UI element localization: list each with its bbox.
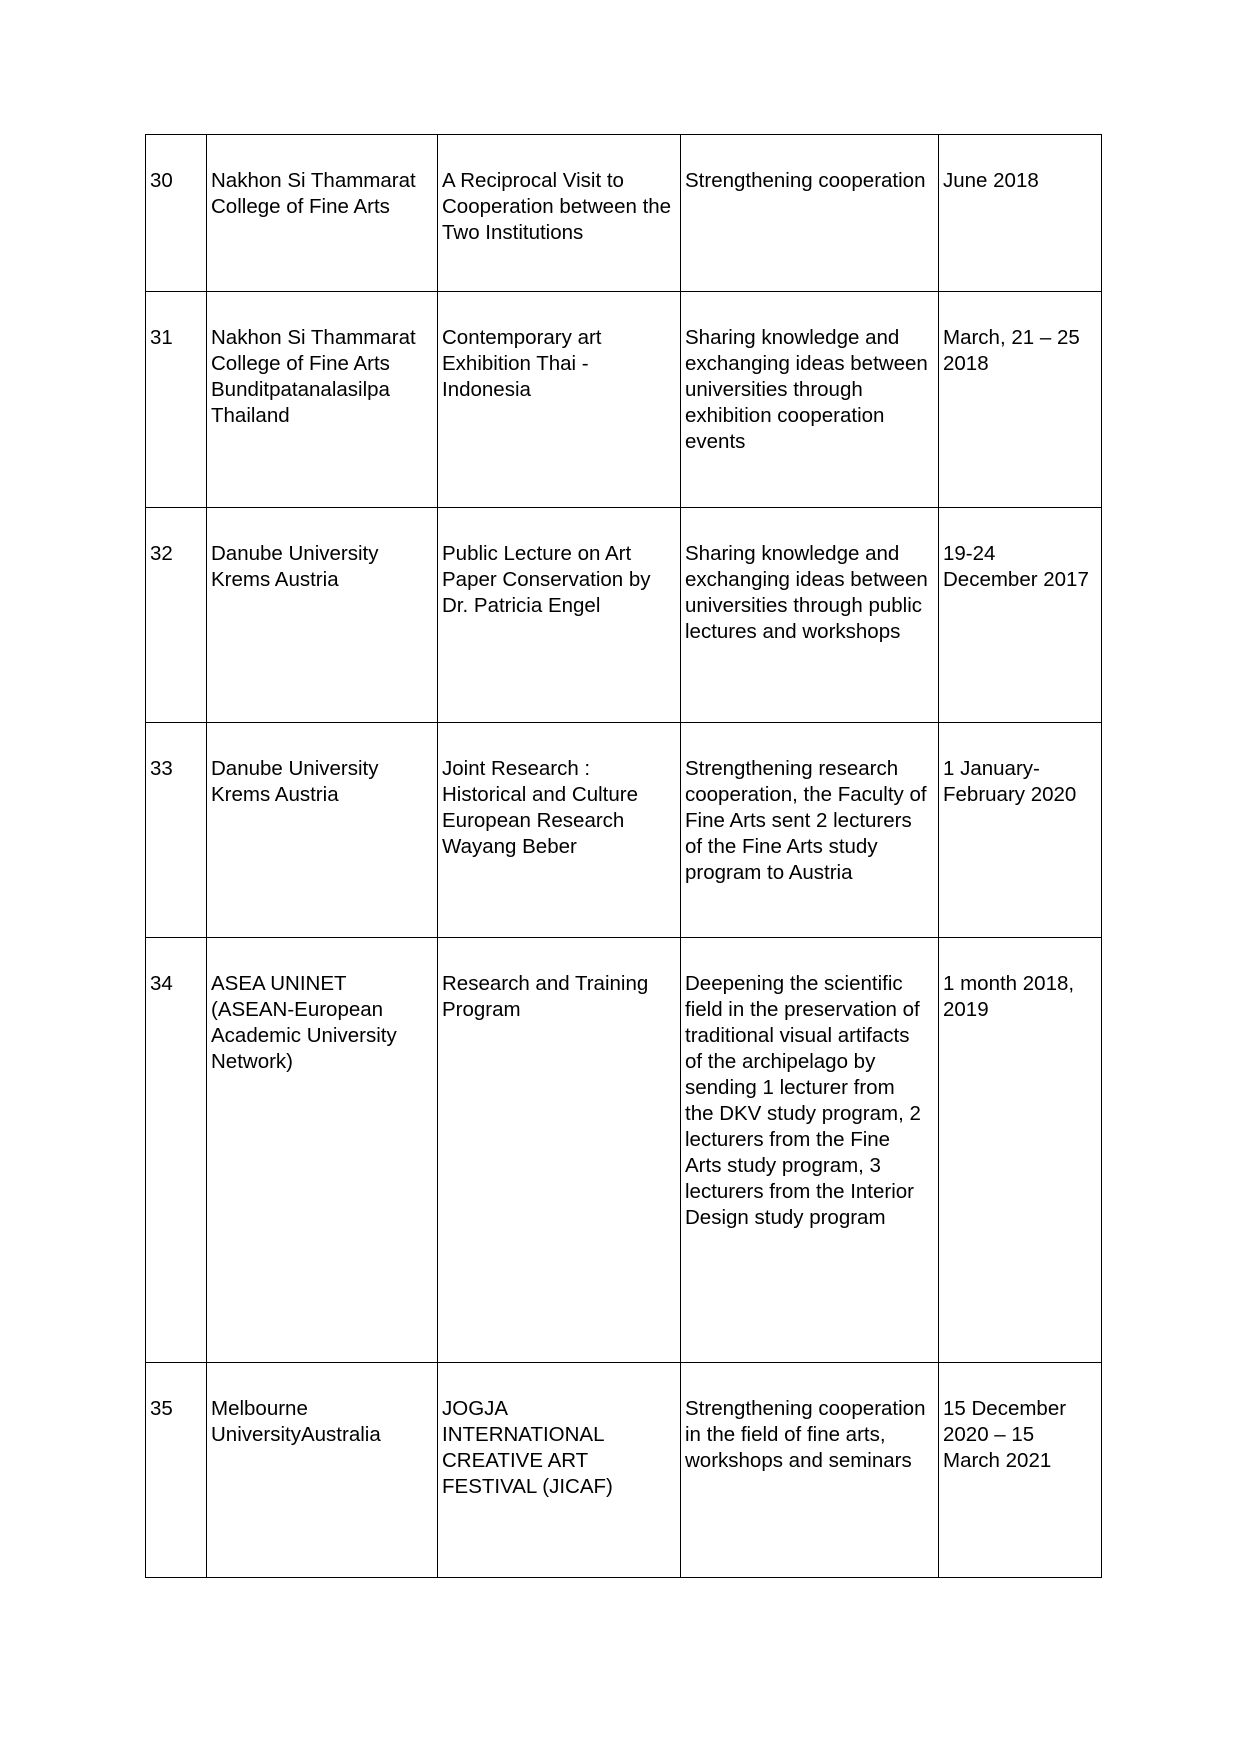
- table-row: [146, 723, 1102, 938]
- partner-institution: Nakhon Si Thammarat College of Fine Arts Bunditpatanalasilpa Thailand: [207, 292, 438, 508]
- activity-title: JOGJA INTERNATIONAL CREATIVE ART FESTIVAL (JICAF): [438, 1363, 681, 1578]
- activity-date: 1 month 2018, 2019: [939, 938, 1102, 1363]
- activity-outcome: Strengthening cooperation: [681, 135, 939, 292]
- row-number: 35: [146, 1363, 207, 1578]
- row-number: 30: [146, 135, 207, 292]
- activity-title: Contemporary art Exhibition Thai - Indonesia: [438, 292, 681, 508]
- partner-institution: Danube University Krems Austria: [207, 508, 438, 723]
- table-row: [146, 135, 1102, 292]
- row-number: 31: [146, 292, 207, 508]
- activity-date: March, 21 – 25 2018: [939, 292, 1102, 508]
- activity-outcome: Deepening the scientific field in the preservation of traditional visual artifacts of the archipelago by sending 1 lecturer from the DKV study program, 2 lecturers from the Fine Arts study program, 3 lecturers from the Interior Design study program: [681, 938, 939, 1363]
- activity-outcome: Strengthening cooperation in the field of fine arts, workshops and seminars: [681, 1363, 939, 1578]
- activity-date: 1 January- February 2020: [939, 723, 1102, 938]
- activity-date: 19-24 December 2017: [939, 508, 1102, 723]
- activity-title: Joint Research : Historical and Culture European Research Wayang Beber: [438, 723, 681, 938]
- activity-date: 15 December 2020 – 15 March 2021: [939, 1363, 1102, 1578]
- table-row: [146, 508, 1102, 723]
- activity-date: June 2018: [939, 135, 1102, 292]
- partner-institution: Melbourne UniversityAustralia: [207, 1363, 438, 1578]
- table-row: [146, 292, 1102, 508]
- row-number: 33: [146, 723, 207, 938]
- partner-institution: Nakhon Si Thammarat College of Fine Arts: [207, 135, 438, 292]
- activity-title: Public Lecture on Art Paper Conservation by Dr. Patricia Engel: [438, 508, 681, 723]
- activity-outcome: Sharing knowledge and exchanging ideas between universities through public lectures and workshops: [681, 508, 939, 723]
- row-number: 32: [146, 508, 207, 723]
- partner-institution: Danube University Krems Austria: [207, 723, 438, 938]
- table-row: [146, 938, 1102, 1363]
- table-row: [146, 1363, 1102, 1578]
- activity-outcome: Strengthening research cooperation, the Faculty of Fine Arts sent 2 lecturers of the Fine Arts study program to Austria: [681, 723, 939, 938]
- partner-institution: ASEA UNINET (ASEAN-European Academic University Network): [207, 938, 438, 1363]
- activity-title: Research and Training Program: [438, 938, 681, 1363]
- activity-outcome: Sharing knowledge and exchanging ideas between universities through exhibition cooperation events: [681, 292, 939, 508]
- cooperation-table: [145, 134, 1102, 1578]
- row-number: 34: [146, 938, 207, 1363]
- activity-title: A Reciprocal Visit to Cooperation between the Two Institutions: [438, 135, 681, 292]
